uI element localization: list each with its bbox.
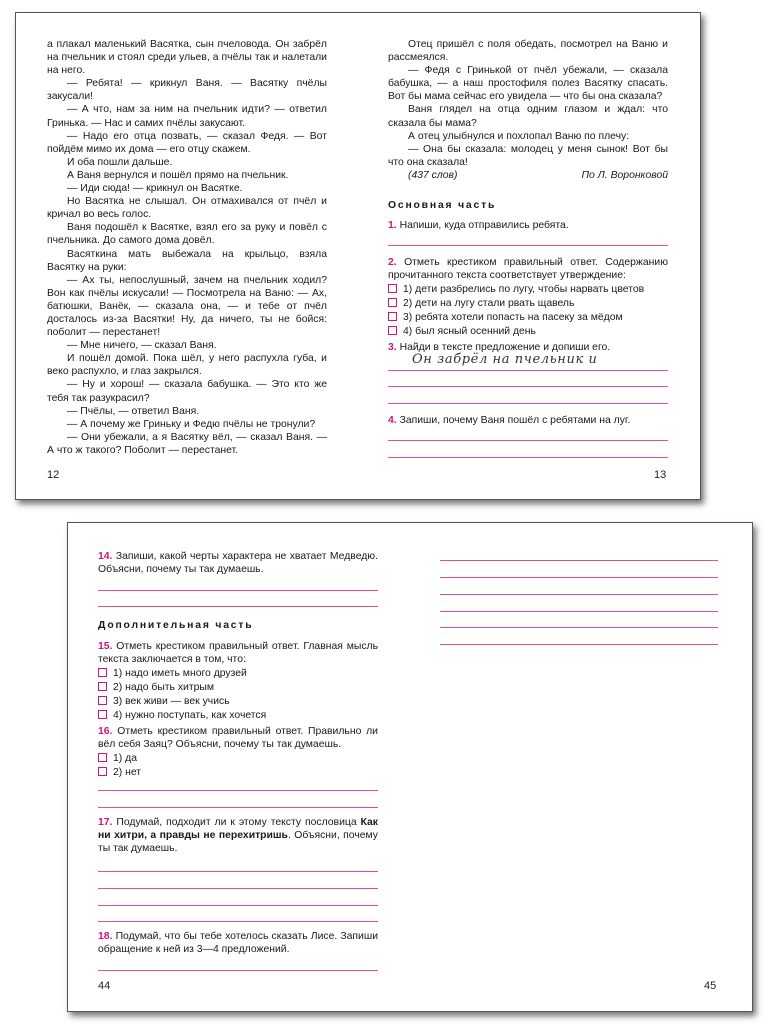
answer-option[interactable]: [388, 325, 668, 338]
answer-line[interactable]: [98, 807, 378, 808]
story-author: По Л. Воронковой: [581, 169, 668, 181]
story-paragraph: Васяткина мать выбежала на крыльцо, взяла Васятку на руки:: [47, 248, 327, 273]
answer-line[interactable]: [98, 888, 378, 889]
answer-line[interactable]: [98, 970, 378, 971]
answer-checkbox[interactable]: [98, 767, 107, 776]
question-number: 14.: [98, 551, 113, 562]
answer-option[interactable]: [388, 311, 668, 324]
proverb-text: Как ни хитри, а правды не перехитришь: [98, 817, 378, 842]
question-text: Подумай, что бы тебе хотелось сказать Лисе. Запиши обращение к ней из 3—4 предложений.: [98, 931, 378, 956]
story-paragraph: Но Васятка не слышал. Он отмахивался от пчёл и кричал во весь голос.: [47, 196, 327, 221]
story-paragraph: — Ах ты, непослушный, зачем на пчельник ходил? Вон как пчёлы искусали! — Посмотрела на Ваню: — Ах, батюшки, Ванёк, — сказала она, — и тебе от пчёл досталось из-за Васятки! Ну, да ничего, ты не бойся: поболит — перестанет!: [47, 274, 327, 339]
question-text: Напиши, куда отправились ребята.: [399, 220, 569, 231]
story-paragraph: — Она бы сказала: молодец у меня сынок! Вот бы что она сказала!: [388, 143, 668, 168]
answer-line[interactable]: [440, 644, 718, 645]
option-text: 3) век живи — век учись: [113, 696, 230, 708]
answer-checkbox[interactable]: [388, 326, 397, 335]
story-paragraph: Ваня глядел на отца одним глазом и ждал: что сказала бы мама?: [388, 104, 668, 129]
answer-option[interactable]: [98, 766, 378, 779]
question-number: 1.: [388, 220, 397, 231]
story-paragraph: И пошёл домой. Пока шёл, у него распухла губа, и веко распухло, и глаз закрылся.: [47, 353, 327, 378]
question-text: Отметь крестиком правильный ответ. Главная мысль текста заключается в том, что:: [98, 641, 378, 666]
question-4: [388, 414, 668, 427]
question-text: Найди в тексте предложение и допиши его.: [399, 342, 611, 353]
story-source: [408, 169, 668, 182]
story-text-page-12: [47, 38, 327, 457]
question-14: [98, 550, 378, 576]
answer-line[interactable]: [98, 905, 378, 906]
answer-line[interactable]: [440, 577, 718, 578]
story-paragraph: — Мне ничего, — сказал Ваня.: [67, 340, 217, 352]
answer-option[interactable]: [388, 283, 668, 296]
story-paragraph: И оба пошли дальше.: [67, 156, 173, 168]
answer-option[interactable]: [98, 681, 378, 694]
answer-line[interactable]: [440, 560, 718, 561]
story-paragraph: — Они убежали, а я Васятку вёл, — сказал Ваня. — А что ж такого? Поболит — перестанет.: [47, 431, 327, 456]
answer-line[interactable]: [388, 440, 668, 441]
answer-checkbox[interactable]: [388, 284, 397, 293]
page-number-12: 12: [47, 469, 60, 481]
option-text: 2) дети на лугу стали рвать щавель: [403, 298, 575, 310]
question-number: 15.: [98, 641, 113, 652]
option-text: 1) да: [113, 753, 137, 765]
question-text: Отметь крестиком правильный ответ. Содержанию прочитанного текста соответствует утверждение:: [388, 257, 668, 282]
question-text: Запиши, какой черты характера не хватает Медведю. Объясни, почему ты так думаешь.: [98, 551, 378, 576]
answer-option[interactable]: [388, 297, 668, 310]
story-text-page-13: [388, 38, 668, 182]
answer-line[interactable]: [388, 370, 668, 371]
answer-checkbox[interactable]: [388, 312, 397, 321]
page-number-45: 45: [704, 980, 717, 992]
option-text: 4) нужно поступать, как хочется: [113, 710, 267, 722]
answer-line[interactable]: [98, 871, 378, 872]
answer-checkbox[interactable]: [98, 696, 107, 705]
option-text: 2) надо быть хитрым: [113, 682, 214, 694]
option-text: 3) ребята хотели попасть на пасеку за мёдом: [403, 312, 623, 324]
answer-option[interactable]: [98, 695, 378, 708]
question-15: [98, 640, 378, 724]
question-18: [98, 930, 378, 956]
story-paragraph: Ваня подошёл к Васятке, взял его за руку и повёл с пчельника. До самого дома довёл.: [47, 222, 327, 247]
section-heading: Основная часть: [388, 200, 497, 211]
answer-line[interactable]: [388, 245, 668, 246]
answer-checkbox[interactable]: [98, 668, 107, 677]
section-title-additional: [98, 619, 378, 632]
answer-line[interactable]: [98, 790, 378, 791]
story-paragraph: — Надо его отца позвать, — сказал Федя. — Вот пойдём мимо их дома — его отцу скажем.: [47, 130, 327, 155]
answer-line[interactable]: [388, 403, 668, 404]
answer-checkbox[interactable]: [98, 710, 107, 719]
story-paragraph: а плакал маленький Васятка, сын пчеловода. Он забрёл на пчельник и стоял среди ульев, а пчёлы так и налетали на него.: [47, 39, 327, 77]
story-paragraph: Отец пришёл с поля обедать, посмотрел на Ваню и рассмеялся.: [388, 39, 668, 64]
word-count: (437 слов): [408, 169, 458, 181]
story-paragraph: — Пчёлы, — ответил Ваня.: [67, 405, 200, 417]
answer-line[interactable]: [440, 611, 718, 612]
page-number-13: 13: [654, 469, 667, 481]
question-16: [98, 725, 378, 780]
question-number: 2.: [388, 257, 397, 268]
answer-line[interactable]: [98, 921, 378, 922]
handwritten-answer: Он забрёл на пчельник и: [412, 352, 598, 367]
question-number: 17.: [98, 817, 113, 828]
section-heading: Дополнительная часть: [98, 620, 254, 631]
question-number: 18.: [98, 931, 113, 942]
option-text: 4) был ясный осенний день: [403, 326, 536, 338]
option-text: 1) надо иметь много друзей: [113, 668, 247, 680]
answer-line[interactable]: [440, 627, 718, 628]
answer-line[interactable]: [388, 386, 668, 387]
question-text: Запиши, почему Ваня пошёл с ребятами на луг.: [399, 415, 631, 426]
question-2: [388, 256, 668, 340]
answer-checkbox[interactable]: [98, 753, 107, 762]
story-paragraph: — Федя с Гринькой от пчёл убежали, — сказала бабушка, — а наш простофиля полез Васятку спасать. Вот бы мама сейчас его увидела — что бы она сказала?: [388, 65, 668, 103]
story-paragraph: — Ребята! — крикнул Ваня. — Васятку пчёлы закусали!: [47, 78, 327, 103]
question-text: Подумай, подходит ли к этому тексту пословица: [116, 817, 357, 828]
story-paragraph: — А что, нам за ним на пчельник идти? — ответил Гринька. — Нас и самих пчёлы закусают.: [47, 104, 327, 129]
question-1: [388, 219, 668, 232]
question-number: 16.: [98, 726, 113, 737]
question-number: 4.: [388, 415, 397, 426]
section-title-main: [388, 199, 668, 212]
answer-option[interactable]: [98, 752, 378, 765]
question-text: . Объясни, почему ты так думаешь.: [98, 830, 378, 855]
answer-checkbox[interactable]: [98, 682, 107, 691]
story-paragraph: — Иди сюда! — крикнул он Васятке.: [67, 183, 243, 195]
answer-option[interactable]: [98, 667, 378, 680]
answer-line[interactable]: [440, 594, 718, 595]
answer-checkbox[interactable]: [388, 298, 397, 307]
story-paragraph: А отец улыбнулся и похлопал Ваню по плечу:: [408, 130, 630, 142]
answer-option[interactable]: [98, 709, 378, 722]
answer-line[interactable]: [98, 590, 378, 591]
answer-line[interactable]: [388, 457, 668, 458]
question-17: [98, 816, 378, 855]
story-paragraph: — А почему же Гриньку и Федю пчёлы не тронули?: [67, 418, 316, 430]
story-paragraph: А Ваня вернулся и пошёл прямо на пчельник.: [67, 169, 289, 181]
question-number: 3.: [388, 342, 397, 353]
page-number-44: 44: [98, 980, 111, 992]
story-paragraph: — Ну и хорош! — сказала бабушка. — Это кто же тебя так разукрасил?: [47, 379, 327, 404]
answer-line[interactable]: [98, 606, 378, 607]
question-text: Отметь крестиком правильный ответ. Правильно ли вёл себя Заяц? Объясни, почему ты так думаешь.: [98, 726, 378, 751]
option-text: 1) дети разбрелись по лугу, чтобы нарвать цветов: [403, 284, 645, 296]
option-text: 2) нет: [113, 767, 142, 779]
